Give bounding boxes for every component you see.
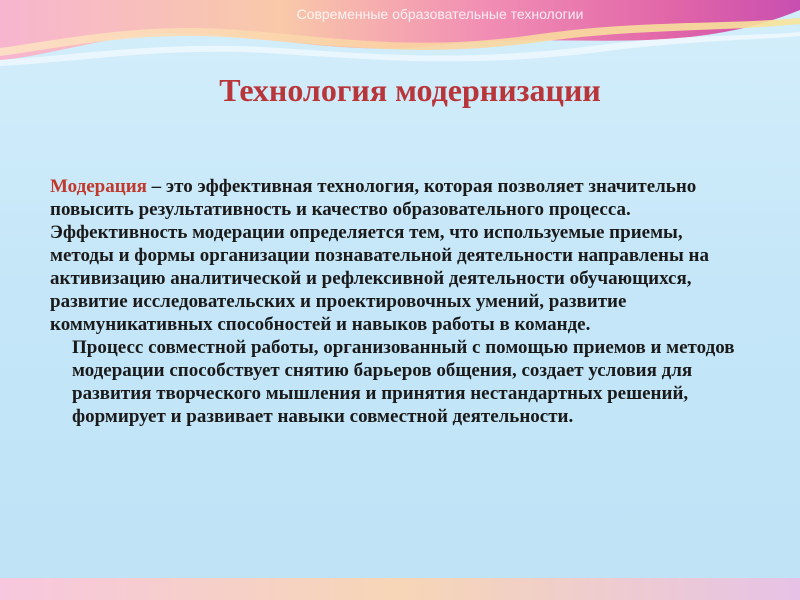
- slide-body: [50, 175, 750, 428]
- header-subtitle: Современные образовательные технологии: [296, 6, 584, 22]
- term-highlight: Модерация: [50, 176, 147, 197]
- paragraph-process: Процесс совместной работы, организованный с помощью приемов и методов модерации способствует снятию барьеров общения, создает условия для развития творческого мышления и принятия нестандартных решений, формирует и развивает навыки совместной деятельности.: [72, 337, 735, 427]
- paragraph-definition-text: – это эффективная технология, которая позволяет значительно повысить результативность и качество образовательного процесса. Эффективность модерации определяется тем, что используемые приемы, методы и формы организации познавательной деятельности направлены на активизацию аналитической и рефлексивной деятельности обучающихся, развитие исследовательских и проектировочных умений, развитие коммуникативных способностей и навыков работы в команде.: [50, 176, 709, 335]
- slide-title: Технология модернизации: [219, 72, 601, 108]
- footer-band: [0, 578, 800, 600]
- paragraph-definition: [50, 175, 750, 336]
